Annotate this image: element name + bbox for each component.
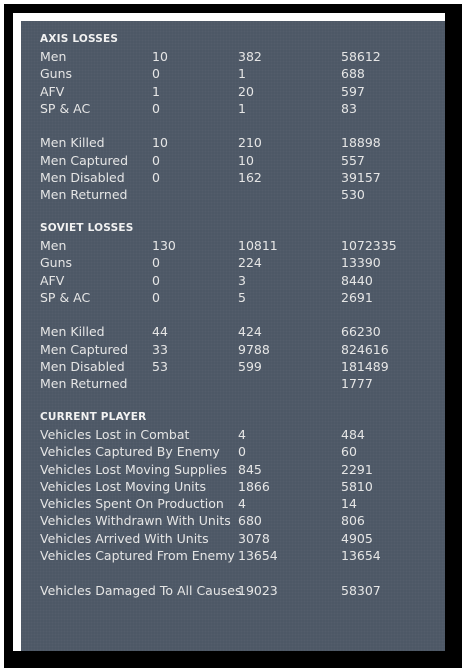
table-row: Men Captured 0 10 557 [40, 152, 365, 168]
table-row: SP & AC 0 1 83 [40, 100, 357, 116]
player-vehicle-rows [40, 426, 440, 564]
table-row: AFV 0 3 8440 [40, 272, 373, 288]
soviet-equipment-rows [40, 237, 440, 306]
spacer [40, 117, 440, 134]
soviet-personnel-rows [40, 323, 440, 392]
table-row: Men 130 10811 1072335 [40, 238, 397, 253]
table-row: Men Disabled 53 599 181489 [40, 359, 389, 375]
soviet-losses-section [40, 220, 440, 393]
spacer [40, 306, 440, 323]
losses-panel [21, 21, 445, 651]
table-row: Vehicles Spent On Production 4 14 [40, 496, 357, 512]
spacer [40, 564, 440, 581]
table-row: Men 10 382 58612 [40, 49, 381, 64]
current-player-title: CURRENT PLAYER [40, 411, 147, 423]
table-row: Men Killed 44 424 66230 [40, 324, 381, 340]
vehicles-damaged-row: Vehicles Damaged To All Causes 19023 58307 [40, 582, 381, 598]
axis-losses-section [40, 31, 440, 204]
table-row: AFV 1 20 597 [40, 83, 365, 99]
table-row: Men Captured 33 9788 824616 [40, 341, 389, 357]
soviet-losses-title: SOVIET LOSSES [40, 222, 134, 234]
table-row: Vehicles Lost Moving Units 1866 5810 [40, 478, 373, 494]
table-row: Guns 0 1 688 [40, 66, 365, 82]
table-row: Vehicles Lost in Combat 4 484 [40, 427, 365, 442]
table-row: Vehicles Lost Moving Supplies 845 2291 [40, 461, 373, 477]
current-player-section [40, 409, 440, 599]
table-row: Vehicles Captured By Enemy 0 60 [40, 444, 357, 460]
table-row: Men Disabled 0 162 39157 [40, 170, 381, 186]
table-row: Vehicles Captured From Enemy 13654 13654 [40, 548, 381, 564]
axis-equipment-rows [40, 48, 440, 117]
table-row: Guns 0 224 13390 [40, 255, 381, 271]
table-row: Men Returned 530 [40, 187, 365, 203]
table-row: Men Killed 10 210 18898 [40, 135, 381, 151]
table-row: Vehicles Withdrawn With Units 680 806 [40, 513, 365, 529]
table-row: SP & AC 0 5 2691 [40, 289, 373, 305]
axis-losses-title: AXIS LOSSES [40, 33, 119, 45]
axis-personnel-rows [40, 134, 440, 203]
table-row: Vehicles Arrived With Units 3078 4905 [40, 530, 373, 546]
table-row: Men Returned 1777 [40, 376, 373, 392]
